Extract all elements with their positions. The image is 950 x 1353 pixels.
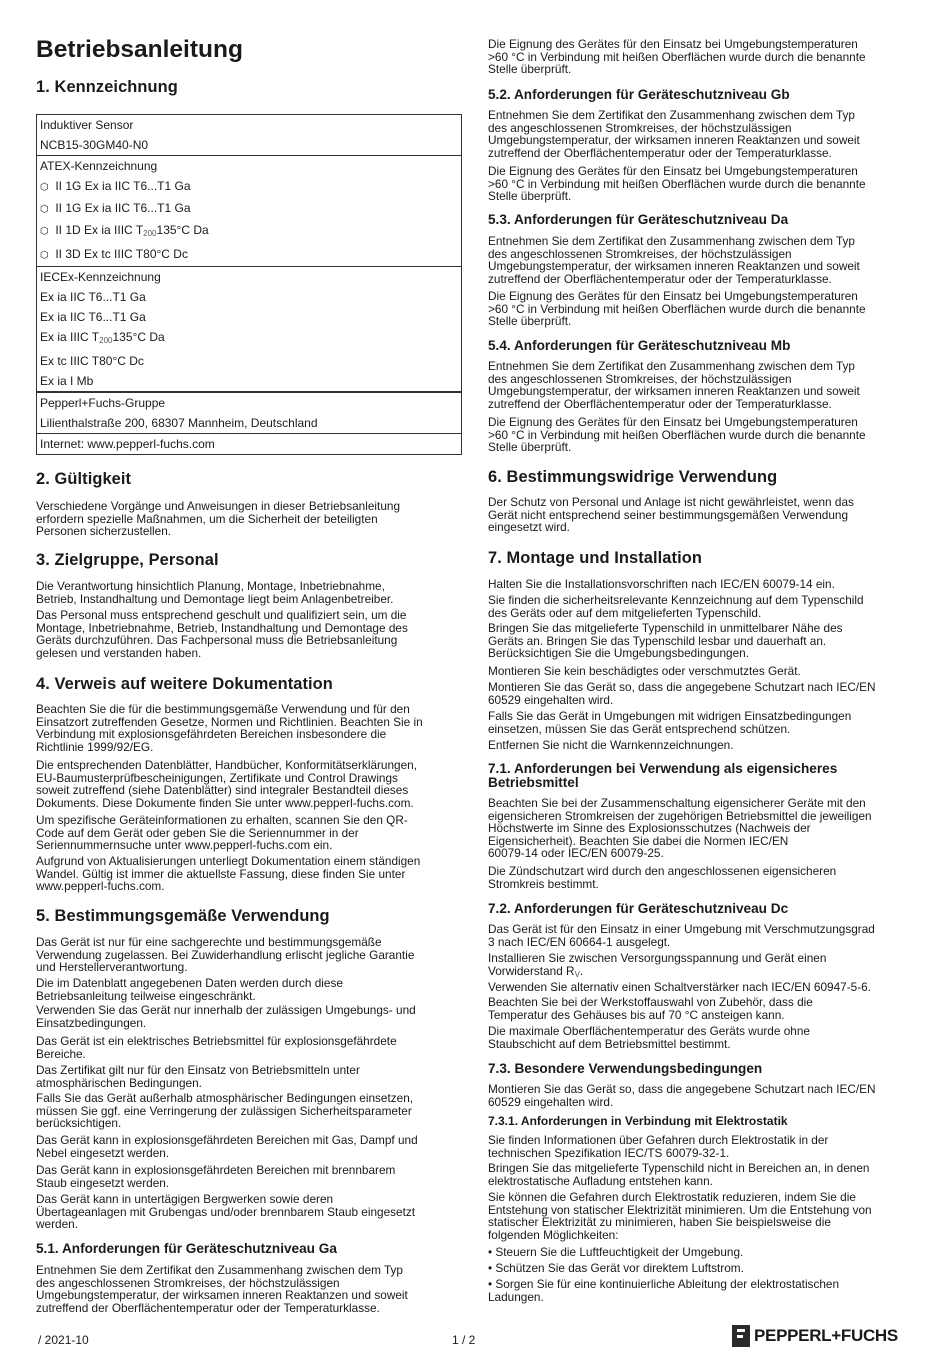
section-7-3-1-text-1: Sie finden Informationen über Gefahren durch Elektrostatik in der technischen Spezifikation IEC/TS 60079-32-1. [488,1133,829,1160]
section-2-text: Verschiedene Vorgänge und Anweisungen in dieser Betriebsanleitung erfordern spezielle Maßnahmen, um die Sicherheit der beteiligten Personen sicherzustellen. [36,499,401,538]
section-4-text-4: Aufgrund von Aktualisierungen unterliegt Dokumentation einem ständigen Wandel. Gültig ist immer die aktuellste Fassung, diese finden Sie unter www.pepperl-fuchs.com. [36,854,421,893]
section-5-3-heading: 5.3. Anforderungen für Geräteschutzniveau Da [488,212,789,227]
section-5-4-heading: 5.4. Anforderungen für Geräteschutzniveau Mb [488,338,791,353]
section-5-text-5: Das Zertifikat gilt nur für den Einsatz von Betriebsmitteln unter atmosphärischen Bedingungen. [36,1063,360,1090]
section-2-heading: 2. Gültigkeit [36,470,132,488]
section-7-heading: 7. Montage und Installation [488,549,702,567]
bullet-item-3: • Sorgen Sie für eine kontinuierliche Ableitung der elektrostatischen Ladungen. [488,1277,840,1304]
section-7-1-heading: 7.1. Anforderungen bei Verwendung als eigensicheres Betriebsmittel [488,761,838,790]
atex-marking-1: ⬡ II 1G Ex ia IIC T6...T1 Ga [37,176,461,198]
section-7-text-7: Entfernen Sie nicht die Warnkennzeichnungen. [488,738,734,752]
section-7-2-text-4: Beachten Sie bei der Werkstoffauswahl von Zubehör, dass die Temperatur des Gehäuses bis auf 70 °C ansteigen kann. [488,995,813,1022]
atex-marking-3: ⬡ II 1D Ex ia IIIC $T_{200}135^\circ C$ Da [37,220,461,244]
section-7-3-1-heading: 7.3.1. Anforderungen in Verbindung mit Elektrostatik [488,1114,788,1128]
iecex-marking-5: Ex ia I Mb [40,374,94,388]
section-7-3-1-text-2: Bringen Sie das mitgelieferte Typenschild nicht in Bereichen an, in denen elektrostatische Aufladung entstehen kann. [488,1161,870,1188]
section-5-text-9: Das Gerät kann in untertägigen Bergwerken sowie deren Übertageanlagen mit Grubengas und/oder brennbarem Staub eingesetzt werden. [36,1192,416,1231]
section-7-text-1: Halten Sie die Installationsvorschriften nach IEC/EN 60079-14 ein. [488,577,835,591]
company-internet: Internet: www.pepperl-fuchs.com [40,437,215,451]
section-7-text-3: Bringen Sie das mitgelieferte Typenschild in unmittelbarer Nähe des Geräts an. Bringen Sie das Typenschild lesbar und dauerhaft an. Berücksichtigen Sie die Umgebungsbedingungen. [488,621,843,660]
document-title: Betriebsanleitung [36,36,243,63]
section-5-4-text-1: Entnehmen Sie dem Zertifikat den Zusammenhang zwischen dem Typ des angeschlossenen Stromkreises, der höchstzulässigen Umgebungstemperatur, der wirksamen inneren Reaktanzen und soweit zutreffend der Oberflächentemperatur oder der Temperaturklasse. [488,359,860,411]
brand-logo-icon [732,1325,750,1347]
section-5-text-3: Verwenden Sie das Gerät nur innerhalb der zulässigen Umgebungs- und Einsatzbedingungen. [36,1003,416,1030]
iecex-marking-3: Ex ia IIIC $T_{200}135^\circ C$ Da [40,330,165,345]
section-5-text-6: Falls Sie das Gerät außerhalb atmosphärischer Bedingungen einsetzen, müssen Sie ggf. eine Verringerung der zulässigen Sicherheitsparameter berücksichtigen. [36,1091,414,1130]
section-5-1-text-1: Entnehmen Sie dem Zertifikat den Zusammenhang zwischen dem Typ des angeschlossenen Stromkreises, der höchstzulässigen Umgebungstemperatur, der wirksamen inneren Reaktanzen und soweit zutreffend der Oberflächentemperatur oder der Temperaturklasse. [36,1263,408,1315]
section-5-text-7: Das Gerät kann in explosionsgefährdeten Bereichen mit Gas, Dampf und Nebel eingesetzt werden. [36,1133,418,1160]
atex-marking-4: ⬡ II 3D Ex tc IIIC T80°C Dc [37,244,461,266]
atex-label: ATEX-Kennzeichnung [40,159,158,173]
company-name: Pepperl+Fuchs-Gruppe [40,396,166,410]
section-3-text-1: Die Verantwortung hinsichtlich Planung, Montage, Inbetriebnahme, Betrieb, Instandhaltung und Demontage liegt beim Anlagenbetreiber. [36,579,394,606]
section-7-3-1-text-3: Sie können die Gefahren durch Elektrostatik reduzieren, indem Sie die Entstehung von statischer Elektrizität minimieren. Um die Entstehung von statischer Elektrizität zu minimieren, haben Sie beispielsweise die folgenden Möglichkeiten: [488,1190,872,1242]
section-5-2-heading: 5.2. Anforderungen für Geräteschutzniveau Gb [488,87,790,102]
manufacturer-table [36,392,462,455]
section-5-text-1: Das Gerät ist nur für eine sachgerechte und bestimmungsgemäße Verwendung zugelassen. Bei Zuwiderhandlung erlischt jegliche Garantie und Herstellerverantwortung. [36,935,415,974]
product-group [37,115,461,156]
section-7-3-heading: 7.3. Besondere Verwendungsbedingungen [488,1061,763,1076]
section-5-3-text-2: Die Eignung des Gerätes für den Einsatz bei Umgebungstemperaturen >60 °C in Verbindung mit heißen Oberflächen wurde durch die benannte Stelle überprüft. [488,289,866,328]
iecex-marking-4: Ex tc IIIC T80°C Dc [40,354,144,368]
section-5-text-8: Das Gerät kann in explosionsgefährdeten Bereichen mit brennbarem Staub eingesetzt werden. [36,1163,396,1190]
section-5-text-2: Die im Datenblatt angegebenen Daten werden durch diese Betriebsanleitung teilweise eingeschränkt. [36,976,343,1003]
section-5-2-text-1: Entnehmen Sie dem Zertifikat den Zusammenhang zwischen dem Typ des angeschlossenen Stromkreises, der höchstzulässigen Umgebungstemperatur, der wirksamen inneren Reaktanzen und soweit zutreffend der Oberflächentemperatur oder der Temperaturklasse. [488,108,860,160]
section-4-text-3: Um spezifische Geräteinformationen zu erhalten, scannen Sie den QR- Code auf dem Gerät oder geben Sie die Seriennummer in der Seriennummernsuche unter www.pepperl-fuchs.com ein. [36,813,408,852]
ex-hexagon-icon: ⬡ [40,250,49,261]
ex-hexagon-icon: ⬡ [40,204,49,215]
iecex-label: IECEx-Kennzeichnung [40,270,161,284]
section-3-text-2: Das Personal muss entsprechend geschult und qualifiziert sein, um die Montage, Inbetriebnahme, Betrieb, Instandhaltung und Demontage des Geräts durchzuführen. Das Fachpersonal muss die Betriebsanleitung gelesen und verstanden haben. [36,608,408,660]
section-7-1-text-1: Beachten Sie bei der Zusammenschaltung eigensicherer Geräte mit den eigensicheren Stromkreisen der zugehörigen Betriebsmittel die jeweiligen Höchstwerte im Sinne des Explosionsschutzes (Nachweis der Eigensicherheit). Beachten Sie dabei die Normen IEC/EN 60079-14 oder IEC/EN 60079-25. [488,796,872,860]
section-7-2-text-3: Verwenden Sie alternativ einen Schaltverstärker nach IEC/EN 60947-5-6. [488,980,871,994]
footer-date: / 2021-10 [38,1333,89,1347]
section-5-3-text-1: Entnehmen Sie dem Zertifikat den Zusammenhang zwischen dem Typ des angeschlossenen Stromkreises, der höchstzulässigen Umgebungstemperatur, der wirksamen inneren Reaktanzen und soweit zutreffend der Oberflächentemperatur oder der Temperaturklasse. [488,234,860,286]
section-7-2-text-5: Die maximale Oberflächentemperatur des Geräts wurde ohne Staubschicht auf dem Betriebsmittel bestimmt. [488,1024,810,1051]
section-7-1-text-2: Die Zündschutzart wird durch den angeschlossenen eigensicheren Stromkreis bestimmt. [488,864,837,891]
manufacturer-group [37,393,461,434]
section-3-heading: 3. Zielgruppe, Personal [36,551,219,569]
section-4-text-1: Beachten Sie die für die bestimmungsgemäße Verwendung und für den Einsatzort zutreffenden Gesetze, Normen und Richtlinien. Beachten Sie in Verbindung mit explosionsgefährdeten Bereichen insbesondere die Richtlinie 1999/92/EG. [36,702,423,754]
ex-hexagon-icon: ⬡ [40,182,49,193]
section-1-heading: 1. Kennzeichnung [36,78,178,96]
product-label: Induktiver Sensor [40,118,134,132]
section-5-2-text-2: Die Eignung des Gerätes für den Einsatz bei Umgebungstemperaturen >60 °C in Verbindung mit heißen Oberflächen wurde durch die benannte Stelle überprüft. [488,164,866,203]
iecex-marking-1: Ex ia IIC T6...T1 Ga [40,290,146,304]
brand-logo [732,1324,898,1348]
section-4-text-2: Die entsprechenden Datenblätter, Handbücher, Konformitätserklärungen, EU-Baumusterprüfbescheinigungen, Zertifikate und Control Drawings soweit zutreffend (siehe Datenblätter) sind integraler Bestandteil dieses Dokuments. Diese Dokumente finden Sie unter www.pepperl-fuchs.com. [36,758,418,810]
section-4-heading: 4. Verweis auf weitere Dokumentation [36,675,333,693]
section-6-text: Der Schutz von Personal und Anlage ist nicht gewährleistet, wenn das Gerät nicht entsprechend seiner bestimmungsgemäßen Verwendung eingesetzt wird. [488,495,854,534]
section-5-1-text-2: Die Eignung des Gerätes für den Einsatz bei Umgebungstemperaturen >60 °C in Verbindung mit heißen Oberflächen wurde durch die benannte Stelle überprüft. [488,37,866,76]
internet-group [37,434,461,454]
bullet-item-2: • Schützen Sie das Gerät vor direktem Luftstrom. [488,1261,744,1275]
bullet-item-1: • Steuern Sie die Luftfeuchtigkeit der Umgebung. [488,1245,744,1259]
section-5-heading: 5. Bestimmungsgemäße Verwendung [36,907,330,925]
section-5-text-4: Das Gerät ist ein elektrisches Betriebsmittel für explosionsgefährdete Bereiche. [36,1034,397,1061]
section-7-text-5: Montieren Sie das Gerät so, dass die angegebene Schutzart nach IEC/EN 60529 eingehalten wird. [488,680,876,707]
product-code: NCB15-30GM40-N0 [40,138,149,152]
atex-marking-2: ⬡ II 1G Ex ia IIC T6...T1 Ga [37,198,461,220]
iecex-group [37,267,461,391]
atex-group [37,156,461,267]
section-7-2-text-1: Das Gerät ist für den Einsatz in einer Umgebung mit Verschmutzungsgrad 3 nach IEC/EN 60664-1 ausgelegt. [488,922,875,949]
company-address: Lilienthalstraße 200, 68307 Mannheim, Deutschland [40,416,318,430]
brand-logo-text: PEPPERL+FUCHS [754,1326,898,1345]
section-6-heading: 6. Bestimmungswidrige Verwendung [488,468,778,486]
section-7-text-4: Montieren Sie kein beschädigtes oder verschmutztes Gerät. [488,664,801,678]
section-7-2-heading: 7.2. Anforderungen für Geräteschutzniveau Dc [488,901,789,916]
section-7-text-2: Sie finden die sicherheitsrelevante Kennzeichnung auf dem Typenschild des Geräts oder auf dem mitgelieferten Typenschild. [488,593,864,620]
section-7-3-text: Montieren Sie das Gerät so, dass die angegebene Schutzart nach IEC/EN 60529 eingehalten wird. [488,1082,876,1109]
section-5-1-heading: 5.1. Anforderungen für Geräteschutzniveau Ga [36,1241,337,1256]
section-7-2-text-2: Installieren Sie zwischen Versorgungsspannung und Gerät einen Vorwiderstand $R_V$. [488,951,827,979]
section-7-text-6: Falls Sie das Gerät in Umgebungen mit widrigen Einsatzbedingungen einsetzen, müssen Sie das Gerät entsprechend schützen. [488,709,852,736]
iecex-marking-2: Ex ia IIC T6...T1 Ga [40,310,146,324]
ex-hexagon-icon: ⬡ [40,226,49,237]
marking-table [36,114,462,392]
section-5-4-text-2: Die Eignung des Gerätes für den Einsatz bei Umgebungstemperaturen >60 °C in Verbindung mit heißen Oberflächen wurde durch die benannte Stelle überprüft. [488,415,866,454]
footer-page-number: 1 / 2 [452,1333,476,1347]
